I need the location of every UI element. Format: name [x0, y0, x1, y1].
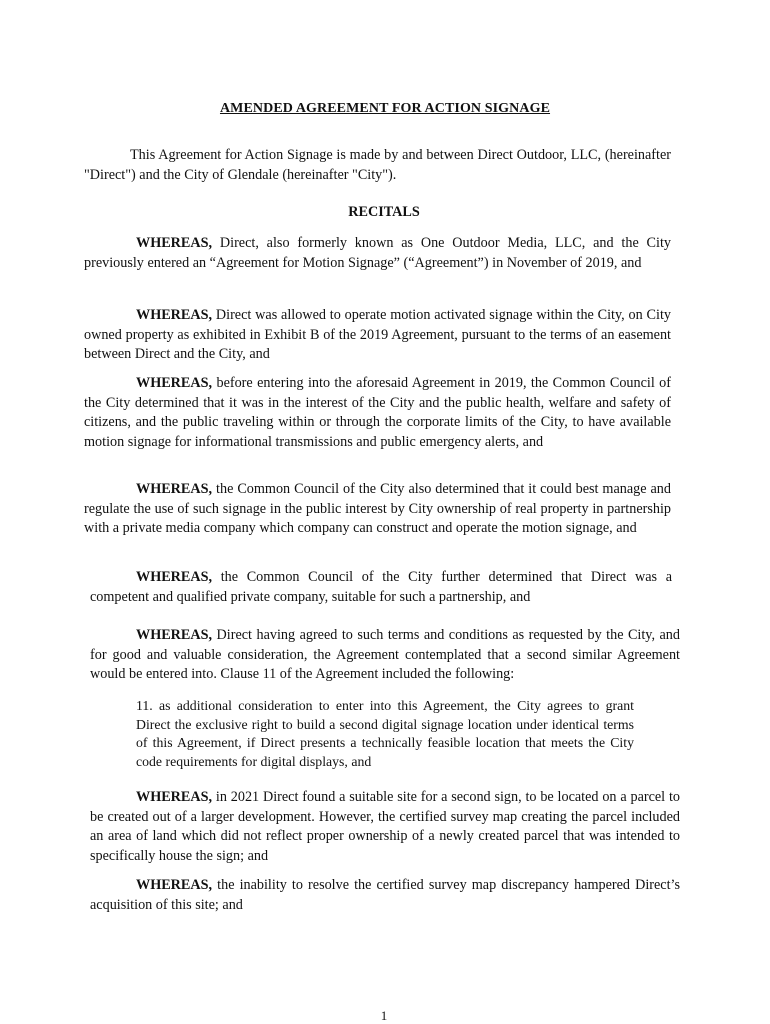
document-title: AMENDED AGREEMENT FOR ACTION SIGNAGE: [219, 101, 551, 116]
recital-paragraph: [84, 306, 671, 365]
recital-lead: WHEREAS,: [136, 307, 213, 323]
page-number: 1: [380, 1008, 388, 1023]
recital-lead: WHEREAS,: [136, 481, 213, 497]
recital-paragraph: [84, 480, 671, 539]
intro-text: This Agreement for Action Signage is made by and between Direct Outdoor, LLC, (hereinafter "Direct") and the City of Glendale (hereinafter "City").: [84, 147, 671, 183]
recitals-heading: RECITALS: [348, 204, 420, 220]
recital-lead: WHEREAS,: [136, 375, 213, 391]
recital-text: Direct having agreed to such terms and conditions as requested by the City, and for good and valuable consideration, the Agreement contemplated that a second similar Agreement would be entered into. Clause 11 of the Agreement included the following:: [90, 627, 680, 682]
recital-text: the Common Council of the City further determined that Direct was a competent and qualified private company, suitable for such a partnership, and: [90, 569, 672, 605]
recital-lead: WHEREAS,: [136, 235, 213, 251]
recital-text: before entering into the aforesaid Agreement in 2019, the Common Council of the City determined that it was in the interest of the City and the public health, welfare and safety of citizens, and the public traveling within or through the corporate limits of the City, to have available motion signage for informational transmissions and public emergency alerts, and: [84, 375, 671, 450]
recital-text: Direct, also formerly known as One Outdoor Media, LLC, and the City previously entered an “Agreement for Motion Signage” (“Agreement”) in November of 2019, and: [84, 235, 671, 271]
recital-lead: WHEREAS,: [136, 789, 213, 805]
recital-text: Direct was allowed to operate motion activated signage within the City, on City owned property as exhibited in Exhibit B of the 2019 Agreement, pursuant to the terms of an easement between Direct and the City, and: [84, 307, 671, 362]
recital-paragraph: [84, 374, 671, 452]
recital-paragraph: [90, 626, 680, 685]
recital-paragraph: [90, 568, 672, 607]
recital-text: the inability to resolve the certified survey map discrepancy hampered Direct’s acquisition of this site; and: [90, 877, 680, 913]
recital-text: in 2021 Direct found a suitable site for a second sign, to be located on a parcel to be created out of a larger development. However, the certified survey map creating the parcel included an area of land which did not reflect proper ownership of a newly created parcel that was intended to specifically house the sign; and: [90, 789, 680, 864]
intro-paragraph: [84, 146, 671, 185]
recital-lead: WHEREAS,: [136, 877, 213, 893]
recital-text: the Common Council of the City also determined that it could best manage and regulate the use of such signage in the public interest by City ownership of real property in partnership with a private media company which company can construct and operate the motion signage, and: [84, 481, 671, 536]
recital-lead: WHEREAS,: [136, 569, 213, 585]
recital-paragraph: [90, 788, 680, 866]
clause-11-quote: 11. as additional consideration to enter into this Agreement, the City agrees to grant Direct the exclusive right to build a second digital signage location under identical terms of this Agreement, if Direct presents a technically feasible location that meets the City code requirements for digital displays, and: [136, 698, 634, 769]
recital-lead: WHEREAS,: [136, 627, 213, 643]
recital-paragraph: [90, 876, 680, 915]
recital-paragraph: [84, 234, 671, 273]
